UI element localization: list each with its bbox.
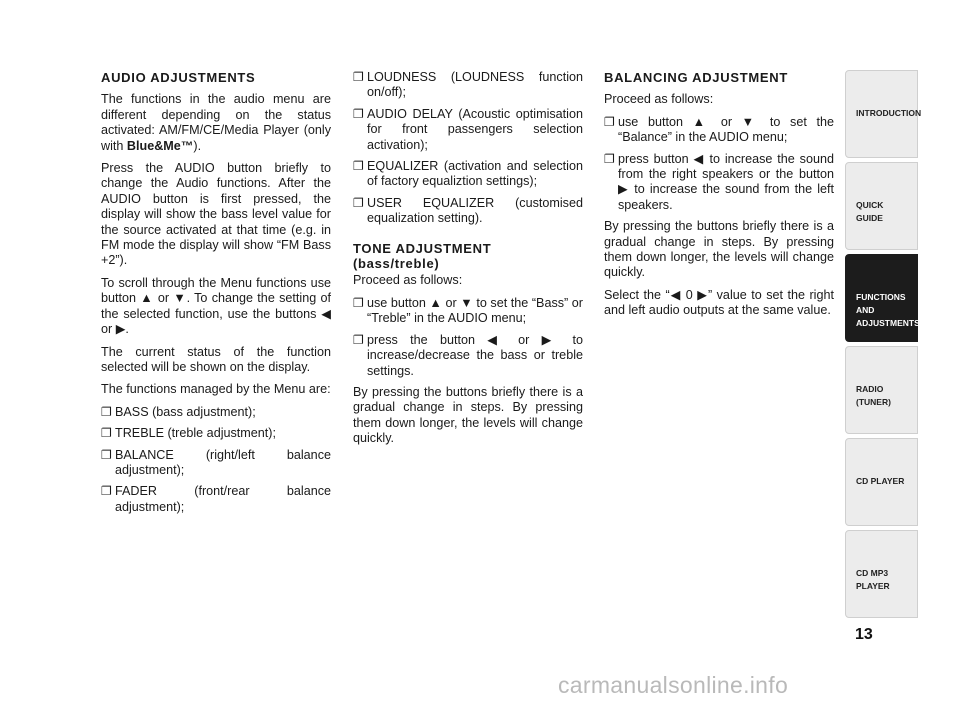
- paragraph-proceed: Proceed as follows:: [353, 273, 463, 288]
- bullet-text: BASS (bass adjustment);: [115, 404, 256, 419]
- checkbox-bullet-icon: ❐: [101, 426, 112, 441]
- checkbox-bullet-icon: ❐: [353, 195, 364, 210]
- watermark: carmanualsonline.info: [558, 672, 789, 698]
- heading-balancing-adjustment: BALANCING ADJUSTMENT: [604, 70, 788, 85]
- heading-line: (bass/treble): [353, 256, 440, 272]
- bullet-text: press button ◀ to increase the sound from the right speakers or the button ▶ to increase the sound from the left speakers.: [618, 151, 834, 212]
- checkbox-bullet-icon: ❐: [353, 106, 364, 121]
- checkbox-bullet-icon: ❐: [604, 151, 615, 166]
- paragraph-scroll: To scroll through the Menu functions use button ▲ or ▼. To change the setting of the selected function, use the buttons ◀ or ▶.: [101, 275, 331, 337]
- checkbox-bullet-icon: ❐: [101, 404, 112, 419]
- heading-tone-adjustment: [353, 241, 583, 272]
- tab-label: RADIO (TUNER): [856, 384, 891, 407]
- list-item: [101, 426, 331, 441]
- column-audio-adjustments: [101, 70, 331, 521]
- column-balancing-adjustment: [604, 70, 834, 326]
- tab-radio-tuner[interactable]: [845, 346, 918, 434]
- tab-label: FUNCTIONS AND ADJUSTMENTS: [856, 292, 920, 328]
- paragraph-note: By pressing the buttons briefly there is a gradual change in steps. By pressing them down longer, the levels will change quickly.: [604, 219, 834, 280]
- list-item: [604, 115, 834, 146]
- checkbox-bullet-icon: ❐: [101, 447, 112, 462]
- tab-introduction[interactable]: [845, 70, 922, 158]
- tab-cd-mp3-player[interactable]: [845, 530, 918, 618]
- bullet-text: USER EQUALIZER (customised equalization setting).: [367, 195, 583, 226]
- paragraph-proceed: Proceed as follows:: [604, 92, 714, 107]
- heading-line: TONE ADJUSTMENT: [353, 240, 492, 256]
- paragraph-functions: The functions managed by the Menu are:: [101, 382, 331, 397]
- tab-quick-guide[interactable]: [845, 162, 918, 250]
- bullet-text: use button ▲ or ▼ to set the “Bass” or “Treble” in the AUDIO menu;: [367, 295, 583, 326]
- tab-cd-player[interactable]: [845, 438, 918, 526]
- list-item: [353, 333, 583, 379]
- tab-label: INTRODUCTION: [856, 108, 922, 118]
- tab-functions-and-adjustments[interactable]: [845, 254, 918, 342]
- bullet-text: FADER (front/rear balance adjustment);: [115, 484, 331, 514]
- list-item: [353, 196, 583, 227]
- text: ).: [193, 138, 202, 153]
- heading-audio-adjustments: AUDIO ADJUSTMENTS: [101, 70, 256, 85]
- bullet-text: use button ▲ or ▼ to set the “Balance” in the AUDIO menu;: [618, 114, 834, 145]
- bullet-text: AUDIO DELAY (Acoustic optimisation for front passengers selection activation);: [367, 106, 583, 152]
- checkbox-bullet-icon: ❐: [353, 70, 364, 84]
- paragraph-status: The current status of the function selected will be shown on the display.: [101, 344, 331, 374]
- list-item: [101, 405, 331, 420]
- paragraph-note: By pressing the buttons briefly there is a gradual change in steps. By pressing them down longer, the levels will change quickly.: [353, 384, 583, 446]
- tab-label: CD PLAYER: [856, 476, 905, 486]
- checkbox-bullet-icon: ❐: [101, 484, 112, 499]
- checkbox-bullet-icon: ❐: [353, 332, 364, 347]
- column-tone-adjustment: [353, 70, 583, 454]
- tab-label: QUICK GUIDE: [856, 200, 884, 223]
- list-item: [101, 484, 331, 515]
- checkbox-bullet-icon: ❐: [604, 114, 615, 129]
- paragraph-audio-button: Press the AUDIO button briefly to change the Audio functions. After the AUDIO button is first pressed, the display will show the bass level value for the source activated at that time (e.g. in FM mode the display will show “FM Bass +2”).: [101, 161, 331, 268]
- page-number: 13: [855, 626, 873, 643]
- paragraph-select: Select the “◀ 0 ▶” value to set the right and left audio outputs at the same value.: [604, 287, 834, 318]
- bullet-text: BALANCE (right/left balance adjustment);: [115, 447, 331, 477]
- checkbox-bullet-icon: ❐: [353, 295, 364, 310]
- text: The functions in the audio menu are different depending on the status activated: AM/FM/CE/Media Player (only with: [101, 92, 331, 153]
- list-item: [604, 152, 834, 214]
- bold-blueme: Blue&Me™: [126, 138, 194, 153]
- tab-label: CD MP3 PLAYER: [856, 568, 890, 591]
- list-item: [353, 159, 583, 190]
- list-item: [353, 70, 583, 101]
- bullet-text: TREBLE (treble adjustment);: [115, 426, 276, 441]
- bullet-text: EQUALIZER (activation and selection of factory equaliztion settings);: [367, 159, 583, 189]
- bullet-text: press the button ◀ or ▶ to increase/decrease the bass or treble settings.: [367, 332, 583, 378]
- bullet-text: LOUDNESS (LOUDNESS function on/off);: [367, 70, 583, 100]
- checkbox-bullet-icon: ❐: [353, 159, 364, 174]
- list-item: [353, 296, 583, 327]
- list-item: [353, 107, 583, 153]
- paragraph-intro: [101, 92, 331, 154]
- list-item: [101, 448, 331, 479]
